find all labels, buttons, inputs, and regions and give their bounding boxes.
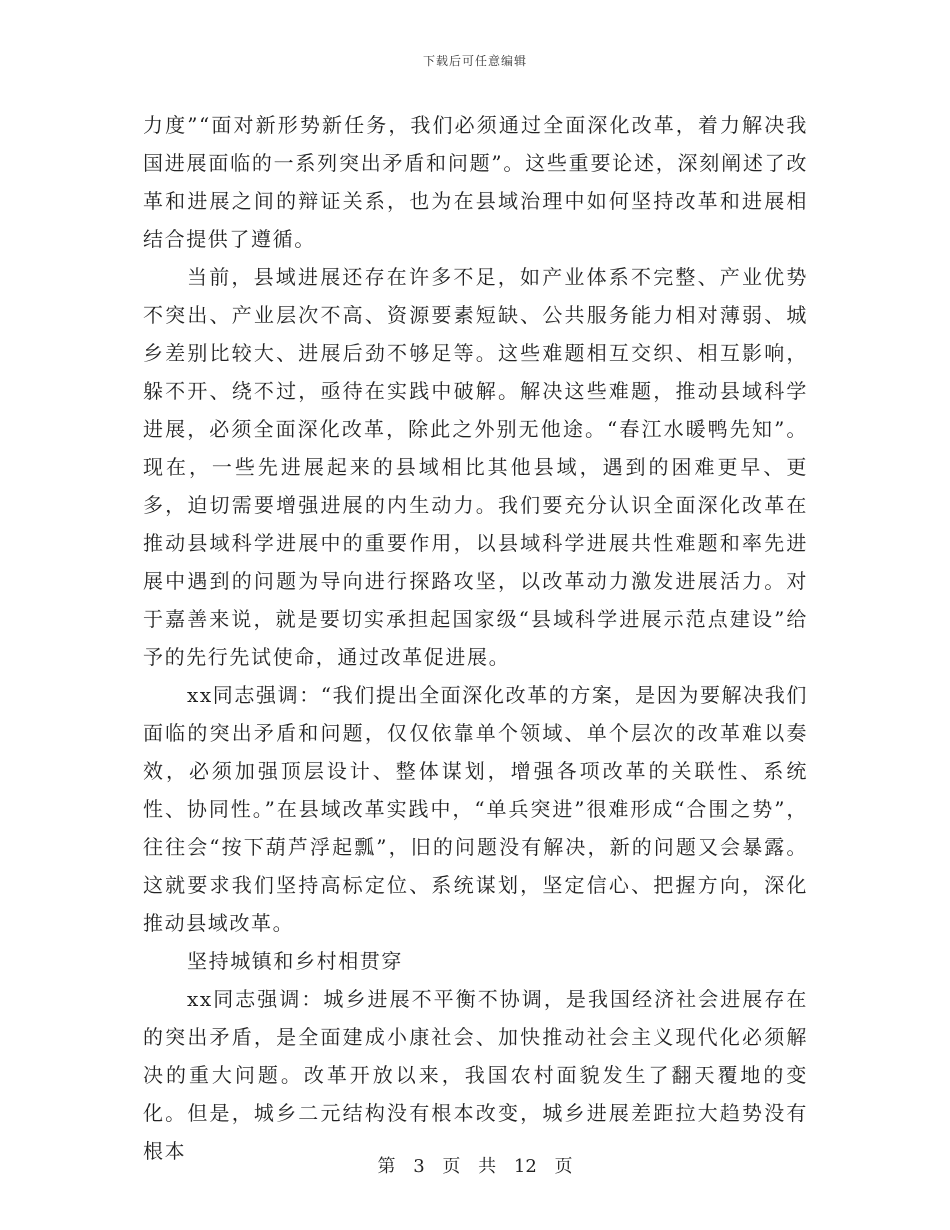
footer-total-pages: 12 <box>513 1156 537 1177</box>
page-header: 下载后可任意编辑 <box>422 54 527 68</box>
footer-prefix: 第 <box>377 1156 396 1177</box>
section-heading-urban-rural: 坚持城镇和乡村相贯穿 <box>187 949 403 973</box>
footer-current-page: 3 <box>413 1156 425 1177</box>
paragraph-urban-rural: xx同志强调：城乡进展不平衡不协调，是我国经济社会进展存在的突出矛盾，是全面建成小康社会、加快推动社会主义现代化必须解决的重大问题。改革开放以来，我国农村面貌发生了翻天覆地的变化。但是，城乡二元结构没有根本改变，城乡进展差距拉大趋势没有根本 <box>143 987 808 1163</box>
paragraph-county-shortcomings: 当前，县域进展还存在许多不足，如产业体系不完整、产业优势不突出、产业层次不高、资源要素短缺、公共服务能力相对薄弱、城乡差别比较大、进展后劲不够足等。这些难题相互交织、相互影响，躲不开、绕不过，亟待在实践中破解。解决这些难题，推动县域科学进展，必须全面深化改革，除此之外别无他途。“春江水暖鸭先知”。现在，一些先进展起来的县域相比其他县域，遇到的困难更早、更多，迫切需要增强进展的内生动力。我们要充分认识全面深化改革在推动县域科学进展中的重要作用，以县域科学进展共性难题和率先进展中遇到的问题为导向进行探路攻坚，以改革动力激发进展活力。对于嘉善来说，就是要切实承担起国家级“县域科学进展示范点建设”给予的先行先试使命，通过改革促进展。 <box>143 265 808 669</box>
document-body <box>143 106 808 1170</box>
footer-total-unit: 页 <box>554 1156 573 1177</box>
footer-page-unit: 页 <box>442 1156 461 1177</box>
paragraph-comprehensive-reform: xx同志强调：“我们提出全面深化改革的方案，是因为要解决我们面临的突出矛盾和问题，仅仅依靠单个领域、单个层次的改革难以奏效，必须加强顶层设计、整体谋划，增强各项改革的关联性、系统性、协同性。”在县域改革实践中，“单兵突进”很难形成“合围之势”，往往会“按下葫芦浮起瓢”，旧的问题没有解决，新的问题又会暴露。这就要求我们坚持高标定位、系统谋划，坚定信心、把握方向，深化推动县域改革。 <box>143 683 808 935</box>
footer-total-prefix: 共 <box>478 1156 497 1177</box>
page-number-footer <box>0 1152 950 1178</box>
paragraph-continuation: 力度”“面对新形势新任务，我们必须通过全面深化改革，着力解决我国进展面临的一系列突出矛盾和问题”。这些重要论述，深刻阐述了改革和进展之间的辩证关系，也为在县域治理中如何坚持改革和进展相结合提供了遵循。 <box>143 113 808 251</box>
